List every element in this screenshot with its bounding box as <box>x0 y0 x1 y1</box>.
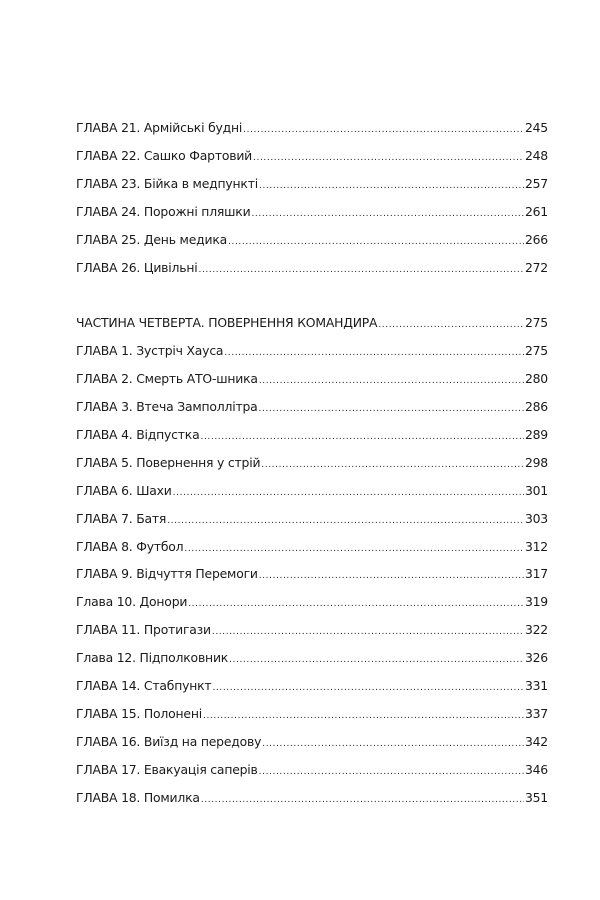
toc-entry[interactable] <box>76 566 548 594</box>
toc-entry-title: ГЛАВА 8. Футбол <box>76 538 184 554</box>
toc-entry-page-number: 289 <box>524 426 548 442</box>
toc-entry-page-number: 331 <box>524 678 548 694</box>
toc-entry[interactable] <box>76 343 548 371</box>
toc-entry-page-number: 248 <box>524 147 548 163</box>
toc-entry[interactable] <box>76 790 548 818</box>
toc-entry[interactable] <box>76 594 548 622</box>
dot-leader <box>201 795 524 805</box>
toc-entry-title: ГЛАВА 18. Помилка <box>76 789 200 805</box>
toc-entry-page-number: 261 <box>524 203 548 219</box>
dot-leader <box>167 516 524 526</box>
toc-entry-page-number: 337 <box>524 706 548 722</box>
toc-section-part-four <box>76 315 548 818</box>
dot-leader <box>203 711 524 721</box>
toc-entry-title: ГЛАВА 15. Полонені <box>76 706 202 722</box>
toc-entry-page-number: 280 <box>524 370 548 386</box>
toc-entry-title: ГЛАВА 24. Порожні пляшки <box>76 203 251 219</box>
toc-entry-title: ГЛАВА 16. Виїзд на передову <box>76 734 262 750</box>
dot-leader <box>173 488 524 498</box>
toc-entry-title: ГЛАВА 17. Евакуація саперів <box>76 762 258 777</box>
toc-entry[interactable] <box>76 483 548 511</box>
dot-leader <box>243 125 524 135</box>
dot-leader <box>259 181 524 191</box>
toc-entry-page-number: 322 <box>524 622 548 638</box>
toc-entry[interactable] <box>76 734 548 762</box>
toc-entry-page-number: 257 <box>524 175 548 191</box>
toc-entry[interactable] <box>76 204 548 232</box>
toc-entry-title: ГЛАВА 1. Зустріч Хауса <box>76 342 224 358</box>
toc-entry-title: Глава 12. Підполковник <box>76 650 229 666</box>
toc-entry[interactable] <box>76 455 548 483</box>
toc-entry-page-number: 346 <box>524 762 548 777</box>
toc-entry[interactable] <box>76 650 548 678</box>
dot-leader <box>184 544 524 554</box>
toc-entry[interactable] <box>76 511 548 539</box>
dot-leader <box>212 683 523 693</box>
toc-entry[interactable] <box>76 260 548 288</box>
toc-entry-page-number: 275 <box>524 315 548 330</box>
dot-leader <box>200 432 523 442</box>
dot-leader <box>199 265 524 275</box>
dot-leader <box>259 376 524 386</box>
toc-entry-page-number: 326 <box>524 650 548 666</box>
dot-leader <box>251 209 523 219</box>
toc-entry[interactable] <box>76 762 548 790</box>
toc-entry-title: ГЛАВА 22. Сашко Фартовий <box>76 147 253 163</box>
toc-entry-page-number: 319 <box>524 594 548 610</box>
toc-entry[interactable] <box>76 539 548 567</box>
dot-leader <box>378 320 524 330</box>
toc-entry-title: ГЛАВА 5. Повернення у стрій <box>76 454 261 470</box>
toc-entry-title: ГЛАВА 25. День медика <box>76 231 228 247</box>
dot-leader <box>212 627 524 637</box>
toc-entry-title: ГЛАВА 3. Втеча Замполлітра <box>76 398 258 414</box>
toc-entry[interactable] <box>76 148 548 176</box>
toc-entry[interactable] <box>76 120 548 148</box>
dot-leader <box>224 348 524 358</box>
dot-leader <box>259 404 524 414</box>
dot-leader <box>228 237 524 247</box>
dot-leader <box>259 767 524 777</box>
toc-entry[interactable] <box>76 622 548 650</box>
toc-entry-title: ГЛАВА 9. Відчуття Перемоги <box>76 566 258 582</box>
toc-entry[interactable] <box>76 315 548 343</box>
toc-entry-title: ГЛАВА 23. Бійка в медпункті <box>76 175 258 191</box>
toc-entry[interactable] <box>76 399 548 427</box>
dot-leader <box>229 655 524 665</box>
toc-entry-page-number: 351 <box>524 789 548 805</box>
dot-leader <box>188 599 524 609</box>
toc-section-part-three-end <box>76 120 548 288</box>
toc-entry-title: ГЛАВА 26. Цивільні <box>76 259 198 275</box>
toc-entry-page-number: 317 <box>524 566 548 582</box>
toc-entry-title: ГЛАВА 14. Стабпункт <box>76 678 212 694</box>
toc-entry-page-number: 272 <box>524 259 548 275</box>
dot-leader <box>262 739 524 749</box>
toc-entry[interactable] <box>76 427 548 455</box>
toc-entry-title: ГЛАВА 7. Батя <box>76 510 167 526</box>
toc-entry-title: ЧАСТИНА ЧЕТВЕРТА. ПОВЕРНЕННЯ КОМАНДИРА <box>76 315 378 330</box>
dot-leader <box>261 460 524 470</box>
toc-entry-title: ГЛАВА 11. Протигази <box>76 622 211 638</box>
dot-leader <box>259 571 524 581</box>
toc-entry-page-number: 298 <box>524 454 548 470</box>
dot-leader <box>253 153 524 163</box>
toc-entry-page-number: 286 <box>524 398 548 414</box>
toc-entry[interactable] <box>76 678 548 706</box>
toc-entry-page-number: 303 <box>524 510 548 526</box>
toc-entry-page-number: 301 <box>524 482 548 498</box>
toc-entry-page-number: 266 <box>524 231 548 247</box>
toc-entry[interactable] <box>76 706 548 734</box>
toc-entry-page-number: 342 <box>524 734 548 750</box>
toc-entry-title: ГЛАВА 2. Смерть АТО-шника <box>76 370 258 386</box>
toc-entry-page-number: 312 <box>524 538 548 554</box>
toc-entry-title: ГЛАВА 6. Шахи <box>76 482 172 498</box>
toc-entry-title: Глава 10. Донори <box>76 594 188 610</box>
toc-entry-title: ГЛАВА 21. Армійські будні <box>76 120 243 135</box>
toc-entry-page-number: 245 <box>524 120 548 135</box>
toc-entry[interactable] <box>76 176 548 204</box>
toc-entry[interactable] <box>76 371 548 399</box>
toc-entry-page-number: 275 <box>524 342 548 358</box>
toc-entry-title: ГЛАВА 4. Відпустка <box>76 426 200 442</box>
toc-entry[interactable] <box>76 232 548 260</box>
